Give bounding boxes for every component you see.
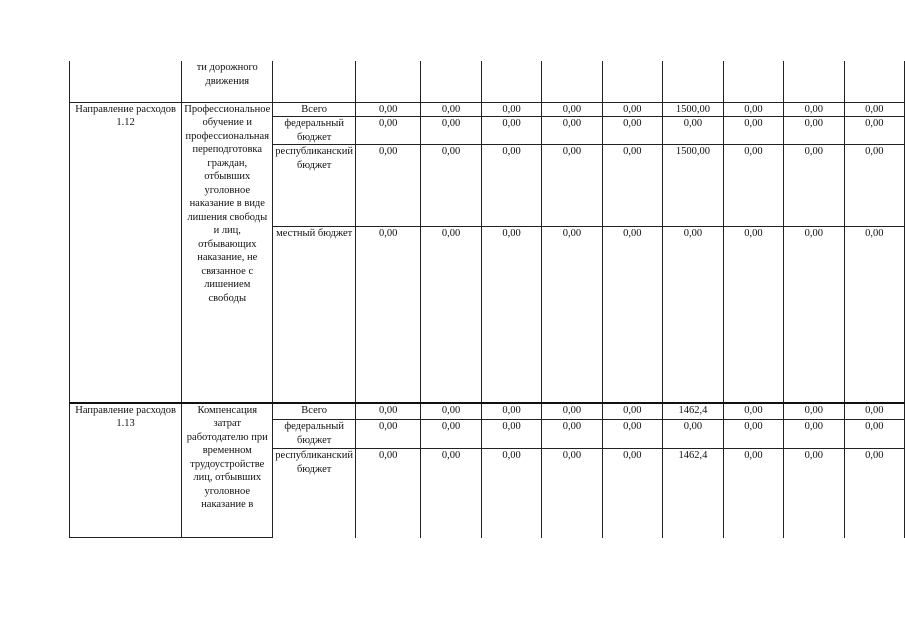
value-cell: 0,00 xyxy=(602,403,662,420)
value-cell: 0,00 xyxy=(602,227,662,403)
source-cell: Всего xyxy=(273,403,356,420)
expenditure-table xyxy=(69,61,905,538)
value-cell xyxy=(784,61,844,102)
value-cell: 0,00 xyxy=(481,403,541,420)
direction-cell xyxy=(70,61,182,102)
value-cell: 0,00 xyxy=(356,102,421,117)
value-cell: 0,00 xyxy=(421,420,481,449)
value-cell: 0,00 xyxy=(481,449,541,538)
value-cell: 0,00 xyxy=(602,117,662,145)
value-cell: 0,00 xyxy=(356,145,421,227)
value-cell xyxy=(421,61,481,102)
value-cell: 0,00 xyxy=(356,403,421,420)
value-cell: 0,00 xyxy=(723,449,783,538)
value-cell: 0,00 xyxy=(542,102,602,117)
value-cell: 0,00 xyxy=(602,420,662,449)
value-cell: 0,00 xyxy=(481,117,541,145)
value-cell: 0,00 xyxy=(542,420,602,449)
value-cell xyxy=(844,61,904,102)
source-cell: Всего xyxy=(273,102,356,117)
value-cell: 0,00 xyxy=(663,117,724,145)
value-cell: 0,00 xyxy=(663,420,724,449)
value-cell: 0,00 xyxy=(844,403,904,420)
value-cell xyxy=(723,61,783,102)
value-cell: 0,00 xyxy=(723,117,783,145)
value-cell: 0,00 xyxy=(542,227,602,403)
source-cell: федеральный бюджет xyxy=(273,420,356,449)
value-cell xyxy=(602,61,662,102)
value-cell: 0,00 xyxy=(542,403,602,420)
value-cell: 0,00 xyxy=(784,420,844,449)
value-cell: 0,00 xyxy=(602,102,662,117)
value-cell: 0,00 xyxy=(784,227,844,403)
value-cell xyxy=(481,61,541,102)
value-cell: 0,00 xyxy=(421,102,481,117)
value-cell: 0,00 xyxy=(602,449,662,538)
value-cell: 0,00 xyxy=(844,145,904,227)
value-cell: 0,00 xyxy=(844,102,904,117)
value-cell: 0,00 xyxy=(356,227,421,403)
value-cell: 0,00 xyxy=(421,403,481,420)
value-cell: 0,00 xyxy=(421,117,481,145)
table-row xyxy=(70,102,905,117)
value-cell xyxy=(663,61,724,102)
description-cell: ти дорожного движения xyxy=(182,61,273,102)
value-cell: 0,00 xyxy=(481,102,541,117)
value-cell: 0,00 xyxy=(844,227,904,403)
source-cell xyxy=(273,61,356,102)
value-cell: 0,00 xyxy=(784,403,844,420)
value-cell: 0,00 xyxy=(784,145,844,227)
value-cell: 1500,00 xyxy=(663,102,724,117)
description-cell: Профессиональное обучение и профессиональная переподготовка граждан, отбывших уголовное наказание в виде лишения свободы и лиц, отбывающих наказание, не связанное с лишением свободы xyxy=(182,102,273,403)
value-cell xyxy=(356,61,421,102)
value-cell: 0,00 xyxy=(481,145,541,227)
description-cell: Компенсация затрат работодателю при временном трудоустройстве лиц, отбывших уголовное наказание в xyxy=(182,403,273,538)
value-cell: 0,00 xyxy=(723,145,783,227)
value-cell: 0,00 xyxy=(784,117,844,145)
value-cell: 0,00 xyxy=(421,145,481,227)
value-cell: 0,00 xyxy=(542,449,602,538)
value-cell: 1500,00 xyxy=(663,145,724,227)
value-cell: 0,00 xyxy=(356,449,421,538)
source-cell: республиканский бюджет xyxy=(273,449,356,538)
value-cell: 0,00 xyxy=(481,420,541,449)
value-cell: 0,00 xyxy=(723,403,783,420)
value-cell: 0,00 xyxy=(784,449,844,538)
source-cell: федеральный бюджет xyxy=(273,117,356,145)
direction-cell: Направление расходов 1.13 xyxy=(70,403,182,538)
value-cell: 0,00 xyxy=(481,227,541,403)
value-cell: 0,00 xyxy=(602,145,662,227)
source-cell: местный бюджет xyxy=(273,227,356,403)
value-cell: 0,00 xyxy=(723,102,783,117)
value-cell: 0,00 xyxy=(844,420,904,449)
source-cell: республиканский бюджет xyxy=(273,145,356,227)
value-cell: 0,00 xyxy=(356,117,421,145)
value-cell: 0,00 xyxy=(421,227,481,403)
value-cell xyxy=(542,61,602,102)
value-cell: 0,00 xyxy=(421,449,481,538)
value-cell: 0,00 xyxy=(542,145,602,227)
value-cell: 0,00 xyxy=(723,420,783,449)
value-cell: 0,00 xyxy=(844,117,904,145)
value-cell: 0,00 xyxy=(356,420,421,449)
value-cell: 0,00 xyxy=(542,117,602,145)
value-cell: 1462,4 xyxy=(663,403,724,420)
value-cell: 0,00 xyxy=(844,449,904,538)
table-row xyxy=(70,403,905,420)
continuation-row xyxy=(70,61,905,102)
value-cell: 0,00 xyxy=(784,102,844,117)
value-cell: 0,00 xyxy=(663,227,724,403)
value-cell: 1462,4 xyxy=(663,449,724,538)
direction-cell: Направление расходов 1.12 xyxy=(70,102,182,403)
value-cell: 0,00 xyxy=(723,227,783,403)
